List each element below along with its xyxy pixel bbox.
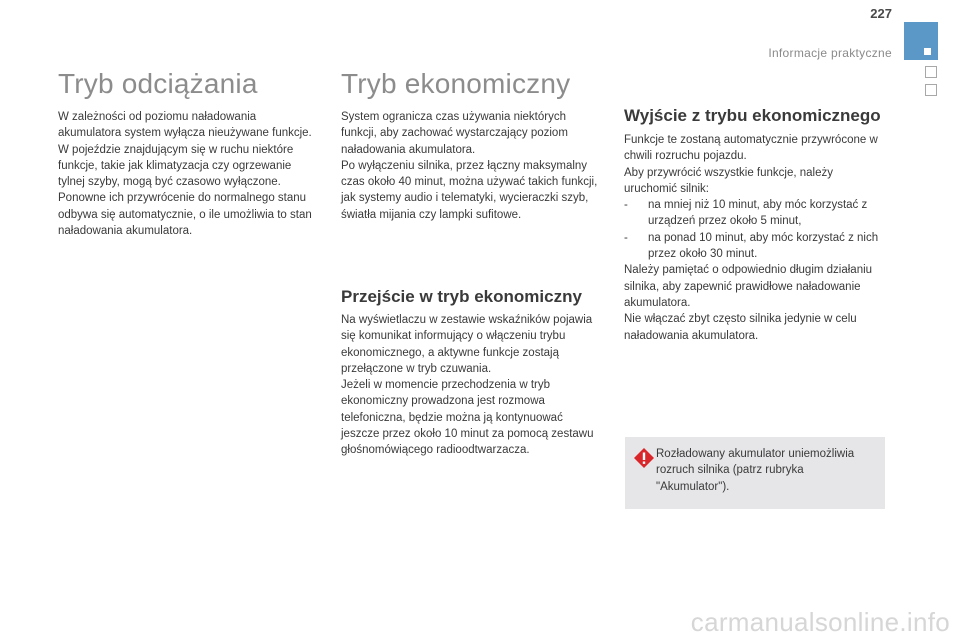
subtitle-exit-economy: Wyjście z trybu ekonomicznego bbox=[624, 106, 881, 125]
paragraph: Jeżeli w momencie przechodzenia w tryb ekonomiczny prowadzona jest rozmowa telefoniczna, będzie można ją kontynuować jeszcze przez około 10 minut za pomocą zestawu głośnomówiącego radioodtwarzacza. bbox=[341, 379, 594, 457]
chapter-box-1[interactable] bbox=[925, 66, 937, 78]
paragraph: Należy pamiętać o odpowiednio długim działaniu silnika, aby zapewnić prawidłowe naładowanie akumulatora. bbox=[624, 264, 873, 309]
exit-economy-text bbox=[624, 132, 886, 344]
paragraph: Po wyłączeniu silnika, przez łączny maksymalny czas około 40 minut, można używać takich funkcji, jak systemy audio i telematyki, wycieraczki szyb, światła mijania czy lampki sufitowe. bbox=[341, 159, 598, 221]
watermark: carmanualsonline.info bbox=[690, 607, 950, 637]
page-number: 227 bbox=[870, 6, 892, 21]
paragraph: W pojeździe znajdującym się w ruchu niektóre funkcje, takie jak klimatyzacja czy ogrzewanie tylnej szyby, mogą być czasowo wyłączone. bbox=[58, 143, 294, 189]
warning-icon bbox=[633, 447, 655, 469]
paragraph: Na wyświetlaczu w zestawie wskaźników pojawia się komunikat informujący o włączeniu trybu ekonomicznego, a aktywne funkcje zostają przełączone w tryb czuwania. bbox=[341, 314, 593, 375]
load-reduction-text bbox=[58, 109, 314, 239]
economy-mode-text bbox=[341, 109, 603, 223]
section-name: Informacje praktyczne bbox=[768, 46, 892, 60]
warning-text: Rozładowany akumulator uniemożliwia rozruch silnika (patrz rubryka "Akumulator"). bbox=[656, 448, 855, 493]
list-item: - na ponad 10 minut, aby móc korzystać z nich przez około 30 minut. bbox=[624, 231, 879, 261]
enter-economy-text bbox=[341, 312, 603, 459]
subtitle-enter-economy: Przejście w tryb ekonomiczny bbox=[341, 287, 582, 306]
paragraph: Aby przywrócić wszystkie funkcje, należy uruchomić silnik: bbox=[624, 166, 833, 195]
warning-box bbox=[625, 437, 885, 509]
chapter-box-2[interactable] bbox=[925, 84, 937, 96]
paragraph: Nie włączać zbyt często silnika jedynie w celu naładowania akumulatora. bbox=[624, 313, 857, 342]
title-load-reduction: Tryb odciążania bbox=[58, 68, 258, 99]
tab-marker bbox=[924, 48, 931, 55]
paragraph: Funkcje te zostaną automatycznie przywrócone w chwili rozruchu pojazdu. bbox=[624, 134, 878, 163]
paragraph: Ponowne ich przywrócenie do normalnego stanu odbywa się automatycznie, o ile umożliwia to stan naładowania akumulatora. bbox=[58, 192, 312, 238]
list-item: - na mniej niż 10 minut, aby móc korzystać z urządzeń przez około 5 minut, bbox=[624, 199, 868, 228]
paragraph: W zależności od poziomu naładowania akumulatora system wyłącza nieużywane funkcje. bbox=[58, 111, 312, 140]
chapter-tab[interactable] bbox=[904, 22, 938, 60]
title-economy-mode: Tryb ekonomiczny bbox=[341, 68, 571, 99]
paragraph: System ogranicza czas używania niektórych funkcji, aby zachować wystarczający poziom naładowania akumulatora. bbox=[341, 111, 568, 156]
